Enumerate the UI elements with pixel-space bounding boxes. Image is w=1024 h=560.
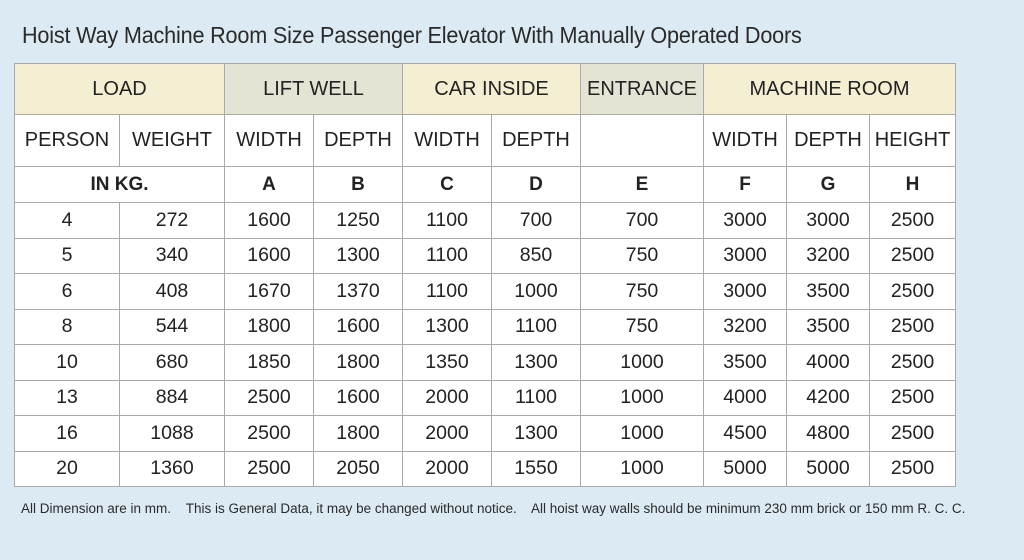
cell-car-depth: 1550 [492,451,581,487]
cell-weight: 272 [120,203,225,239]
cell-car-width: 2000 [403,451,492,487]
sub-header-lift-depth: DEPTH [314,115,403,167]
sub-header-car-depth: DEPTH [492,115,581,167]
cell-room-depth: 3000 [787,203,870,239]
sub-header-row [15,115,956,167]
cell-lift-depth: 1600 [314,309,403,345]
cell-room-height: 2500 [870,203,956,239]
cell-entrance: 750 [581,309,704,345]
cell-car-depth: 1100 [492,380,581,416]
cell-car-width: 1100 [403,238,492,274]
page-title: Hoist Way Machine Room Size Passenger Elevator With Manually Operated Doors [22,22,802,48]
cell-person: 6 [15,274,120,310]
cell-car-depth: 850 [492,238,581,274]
cell-room-width: 3500 [704,345,787,381]
cell-entrance: 1000 [581,451,704,487]
cell-car-depth: 1300 [492,416,581,452]
cell-room-depth: 3500 [787,309,870,345]
cell-weight: 340 [120,238,225,274]
sub-header-entrance [581,115,704,167]
cell-car-depth: 1100 [492,309,581,345]
cell-lift-width: 2500 [225,451,314,487]
group-header-entrance: ENTRANCE [581,64,704,115]
cell-lift-width: 1600 [225,238,314,274]
cell-room-depth: 4200 [787,380,870,416]
cell-lift-depth: 1300 [314,238,403,274]
cell-car-width: 1100 [403,203,492,239]
cell-room-height: 2500 [870,451,956,487]
cell-person: 10 [15,345,120,381]
cell-room-width: 3000 [704,274,787,310]
cell-room-width: 3200 [704,309,787,345]
letter-row [15,167,956,203]
table-row [15,416,956,452]
cell-lift-width: 1670 [225,274,314,310]
cell-room-depth: 4800 [787,416,870,452]
letter-g: G [787,167,870,203]
cell-lift-depth: 1800 [314,416,403,452]
cell-person: 5 [15,238,120,274]
cell-lift-width: 1600 [225,203,314,239]
cell-car-width: 1350 [403,345,492,381]
cell-weight: 408 [120,274,225,310]
cell-car-depth: 1300 [492,345,581,381]
cell-entrance: 750 [581,238,704,274]
cell-room-width: 4000 [704,380,787,416]
cell-room-depth: 3500 [787,274,870,310]
cell-person: 8 [15,309,120,345]
sub-header-room-depth: DEPTH [787,115,870,167]
cell-room-width: 3000 [704,203,787,239]
sub-header-person: PERSON [15,115,120,167]
cell-lift-depth: 1600 [314,380,403,416]
cell-room-height: 2500 [870,274,956,310]
cell-person: 4 [15,203,120,239]
cell-lift-width: 2500 [225,416,314,452]
cell-entrance: 1000 [581,345,704,381]
cell-entrance: 700 [581,203,704,239]
cell-lift-width: 2500 [225,380,314,416]
cell-car-width: 2000 [403,380,492,416]
group-header-car-inside: CAR INSIDE [403,64,581,115]
cell-car-width: 1100 [403,274,492,310]
table-row [15,203,956,239]
letter-d: D [492,167,581,203]
cell-person: 20 [15,451,120,487]
cell-entrance: 750 [581,274,704,310]
cell-weight: 680 [120,345,225,381]
table-row [15,380,956,416]
letter-b: B [314,167,403,203]
sub-header-car-width: WIDTH [403,115,492,167]
table-row [15,274,956,310]
cell-weight: 884 [120,380,225,416]
cell-lift-depth: 1370 [314,274,403,310]
group-header-load: LOAD [15,64,225,115]
table-row [15,238,956,274]
cell-room-height: 2500 [870,309,956,345]
cell-lift-depth: 1800 [314,345,403,381]
cell-person: 13 [15,380,120,416]
group-header-lift-well: LIFT WELL [225,64,403,115]
cell-lift-depth: 2050 [314,451,403,487]
cell-weight: 1360 [120,451,225,487]
footnote: All Dimension are in mm. This is General Data, it may be changed without notice. All hoist way walls should be minimum 230 mm brick or 150 mm R. C. C. [21,501,966,516]
cell-room-height: 2500 [870,238,956,274]
cell-lift-width: 1850 [225,345,314,381]
sub-header-lift-width: WIDTH [225,115,314,167]
cell-room-width: 4500 [704,416,787,452]
cell-car-width: 1300 [403,309,492,345]
letter-e: E [581,167,704,203]
cell-car-width: 2000 [403,416,492,452]
cell-lift-width: 1800 [225,309,314,345]
cell-lift-depth: 1250 [314,203,403,239]
cell-entrance: 1000 [581,380,704,416]
cell-person: 16 [15,416,120,452]
cell-car-depth: 700 [492,203,581,239]
cell-weight: 544 [120,309,225,345]
sub-header-room-height: HEIGHT [870,115,956,167]
cell-room-height: 2500 [870,380,956,416]
sub-header-room-width: WIDTH [704,115,787,167]
table-row [15,345,956,381]
group-header-machine-room: MACHINE ROOM [704,64,956,115]
cell-entrance: 1000 [581,416,704,452]
cell-car-depth: 1000 [492,274,581,310]
table-body [15,203,956,487]
cell-room-width: 3000 [704,238,787,274]
letter-c: C [403,167,492,203]
cell-room-width: 5000 [704,451,787,487]
cell-room-height: 2500 [870,416,956,452]
unit-label: IN KG. [15,167,225,203]
group-header-row [15,64,956,115]
cell-room-depth: 5000 [787,451,870,487]
letter-h: H [870,167,956,203]
table-row [15,451,956,487]
cell-room-height: 2500 [870,345,956,381]
letter-a: A [225,167,314,203]
letter-f: F [704,167,787,203]
cell-room-depth: 4000 [787,345,870,381]
table-row [15,309,956,345]
cell-room-depth: 3200 [787,238,870,274]
sub-header-weight: WEIGHT [120,115,225,167]
cell-weight: 1088 [120,416,225,452]
elevator-size-table [14,63,956,487]
